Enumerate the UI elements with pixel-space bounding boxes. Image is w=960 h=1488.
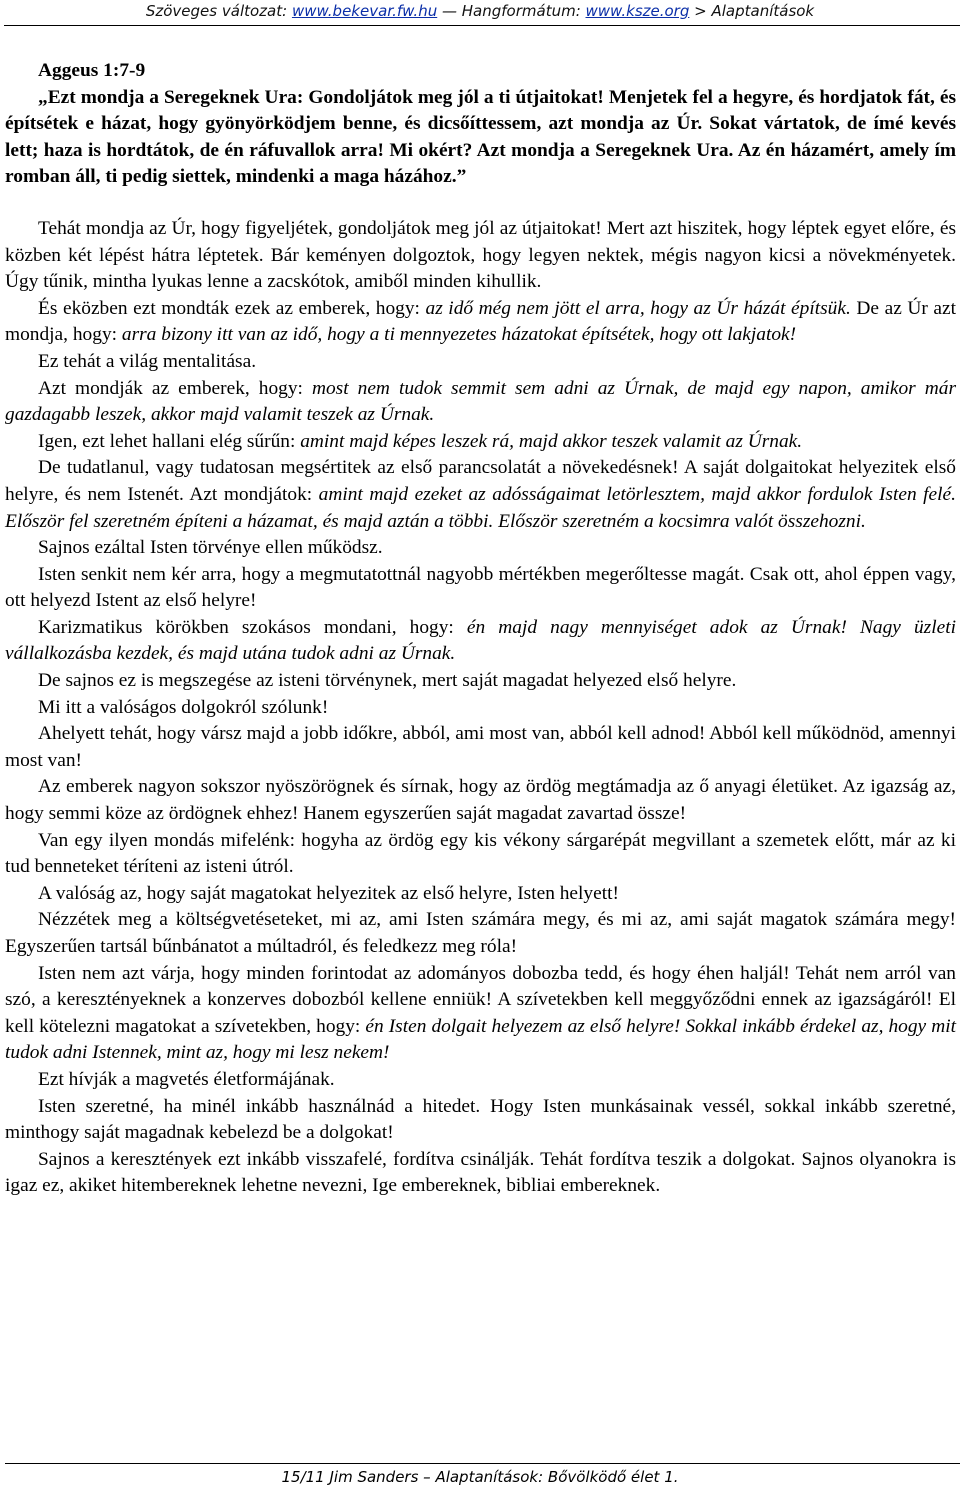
body-paragraph [5, 881, 956, 908]
scripture-quote [5, 58, 956, 191]
italic-text-run: én Isten dolgait helyezem az első helyre! Sokkal inkább érdekel az, hogy mit tudok adni Istennek, mint az, hogy mi lesz nekem! [5, 1015, 956, 1064]
text-variant-label: Szöveges változat: [145, 2, 292, 20]
paragraph-list [5, 216, 956, 1200]
body-paragraph [5, 349, 956, 376]
document-body [5, 58, 956, 1200]
body-paragraph [5, 535, 956, 562]
body-paragraph [5, 1094, 956, 1147]
text-run: Azt mondják az emberek, hogy: [38, 377, 312, 399]
page-header [0, 0, 960, 24]
italic-text-run: az idő még nem jött el arra, hogy az Úr házát építsük. [425, 297, 851, 319]
footer-divider [5, 1463, 960, 1464]
text-run: Karizmatikus körökben szokásos mondani, hogy: [38, 616, 467, 638]
body-paragraph [5, 721, 956, 774]
body-paragraph [5, 961, 956, 1067]
italic-text-run: amint majd képes leszek rá, majd akkor teszek valamit az Úrnak. [300, 430, 803, 452]
text-run: Isten szeretné, ha minél inkább használnád a hitedet. Hogy Isten munkásainak vessél, sokkal inkább szeretné, minthogy saját magadnak kebelezd be a dolgokat! [5, 1095, 956, 1144]
text-run: De tudatlanul, vagy tudatosan megsértitek az első parancsolatát a növekedésnek! A saját dolgaitokat helyezitek első helyre, és nem Istenét. Azt mondjátok: [5, 457, 956, 505]
text-run: De az Úr azt mondja, hogy: [5, 297, 956, 346]
body-paragraph [5, 429, 956, 456]
text-run: Ez tehát a világ mentalitása. [38, 350, 257, 372]
body-paragraph [5, 562, 956, 615]
body-paragraph [5, 695, 956, 722]
audio-link[interactable]: www.ksze.org [585, 2, 690, 20]
text-variant-link[interactable]: www.bekevar.fw.hu [291, 2, 438, 20]
body-paragraph [5, 296, 956, 349]
text-run: Tehát mondja az Úr, hogy figyeljétek, gondoljátok meg jól az útjaitokat! Mert azt hiszitek, hogy léptek egyet előre, és közben két lépést hátra léptetek. Bár keményen dolgoztok, hogy legyen nektek, mégis nagyon kicsi a növekményetek. Úgy tűnik, mintha lyukas lenne a zacskótok, amiből minden kihullik. [5, 217, 956, 293]
italic-text-run: amint majd ezeket az adósságaimat letörlesztem, majd akkor fordulok Isten felé. Először fel szeretném építeni a házamat, és majd aztán a többi. Először szeretném a kocsimra valót összehozni. [5, 483, 956, 532]
text-run: Isten senkit nem kér arra, hogy a megmutatottnál nagyobb mértékben megerőltesse magát. Csak ott, ahol éppen vagy, ott helyezd Istent az első helyre! [5, 563, 956, 612]
header-divider [4, 25, 960, 26]
body-paragraph [5, 668, 956, 695]
text-run: Igen, ezt lehet hallani elég sűrűn: [38, 430, 301, 452]
header-separator: — [437, 2, 462, 20]
body-paragraph [5, 1067, 956, 1094]
text-run: Van egy ilyen mondás mifelénk: hogyha az ördög egy kis vékony sárgarépát megvillant a szemetek előtt, már az ki tud benneteket téríteni az isteni útról. [5, 829, 956, 878]
scripture-text: „Ezt mondja a Seregeknek Ura: Gondoljátok meg jól a ti útjaitokat! Menjetek fel a hegyre, és hordjatok fát, és építsétek e házat, hogy gyönyörködjem benne, és dicsőíttessem, azt mondja az Úr. Sokat vártatok, de ímé kevés lett; haza is hordtátok, de én ráfuvallok arra! Mi okért? Azt mondja a Seregeknek Ura. Az én házamért, amely ím romban áll, ti pedig siettek, mindenki a maga házához.” [5, 86, 956, 188]
body-paragraph [5, 455, 956, 535]
text-run: És eközben ezt mondták ezek az emberek, hogy: [38, 297, 426, 319]
text-run: Az emberek nagyon sokszor nyöszörögnek és sírnak, hogy az ördög megtámadja az ő anyagi életüket. Az igazság az, hogy semmi köze az ördögnek ehhez! Hanem egyszerűen saját magadat zavartad össze! [5, 776, 956, 825]
text-run: Sajnos a keresztények ezt inkább visszafelé, fordítva csinálják. Tehát fordítva teszik a dolgokat. Sajnos olyanokra is igaz ez, akiket hitembereknek lehetne nevezni, Ige embereknek, bibliai embereknek. [5, 1148, 956, 1197]
text-run: Ezt hívják a magvetés életformájának. [38, 1068, 335, 1090]
body-paragraph [5, 615, 956, 668]
text-run: Sajnos ezáltal Isten törvénye ellen működsz. [38, 537, 383, 559]
body-paragraph [5, 774, 956, 827]
text-run: De sajnos ez is megszegése az isteni törvénynek, mert saját magadat helyezed első helyre. [38, 670, 737, 692]
body-paragraph [5, 216, 956, 296]
scripture-reference: Aggeus 1:7-9 [38, 60, 146, 81]
audio-label: Hangformátum: [461, 2, 586, 20]
body-paragraph [5, 828, 956, 881]
text-run: Mi itt a valóságos dolgokról szólunk! [38, 696, 329, 718]
text-run: Ahelyett tehát, hogy vársz majd a jobb időkre, abból, ami most van, abból kell adnod! Abból kell működnöd, amennyi most van! [5, 723, 956, 771]
italic-text-run: én majd nagy mennyiséget adok az Úrnak! Nagy üzleti vállalkozásba kezdek, és majd utána tudok adni az Úrnak. [5, 616, 956, 665]
body-paragraph [5, 1147, 956, 1200]
italic-text-run: most nem tudok semmit sem adni az Úrnak, de majd egy napon, amikor már gazdagabb leszek, akkor majd valamit teszek az Úrnak. [5, 377, 956, 426]
page-footer: 15/11 Jim Sanders – Alaptanítások: Bővölködő élet 1. [281, 1468, 679, 1486]
italic-text-run: arra bizony itt van az idő, hogy a ti mennyezetes házatokat építsétek, hogy ott lakjatok! [121, 324, 797, 346]
text-run: A valóság az, hogy saját magatokat helyezitek az első helyre, Isten helyett! [38, 882, 619, 904]
text-run: Isten nem azt várja, hogy minden forintodat az adományos dobozba tedd, és hogy éhen haljál! Tehát nem arról van szó, a keresztényeknek a konzerves dobozból kellene enniük! A szívetekben kell meggyőződni ennek az igazságáról! El kell kötelezni magatokat a szívetekben, hogy: [5, 962, 956, 1037]
text-run: Nézzétek meg a költségvetéseteket, mi az, ami Isten számára megy, és mi az, ami saját magatok számára megy! Egyszerűen tartsál bűnbánatot a múltadról, és feledkezz meg róla! [5, 909, 956, 957]
breadcrumb-tail: > Alaptanítások [689, 2, 815, 20]
body-paragraph [5, 376, 956, 429]
body-paragraph [5, 907, 956, 960]
